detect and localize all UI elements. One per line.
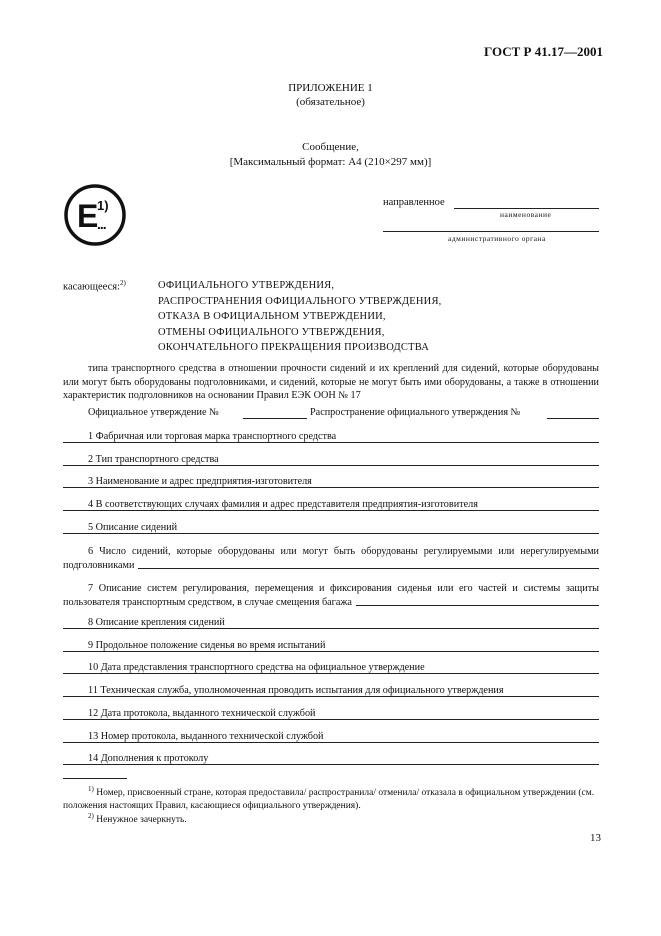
approval-number-label: Официальное утверждение № [88, 407, 223, 418]
form-item-field[interactable] [63, 742, 599, 743]
sent-to-authority-line[interactable] [383, 231, 599, 232]
form-item: 4 В соответствующих случаях фамилия и адрес представителя предприятия-изготовителя [63, 499, 599, 513]
sent-to-label: направленное [383, 197, 445, 208]
form-item-field[interactable] [63, 465, 599, 466]
form-item-field[interactable] [63, 673, 599, 674]
form-item: 5 Описание сидений [63, 522, 599, 536]
form-item-multiline: 7 Описание систем регулирования, перемещения и фиксирования сиденья или его частей и системы защиты пользователя транспортным средством, в случае смещения багажа [63, 583, 599, 608]
concerning-label: касающееся:$^{2)}$ [63, 279, 126, 293]
intro-paragraph: типа транспортного средства в отношении прочности сидений и их креплений для сидений, которые оборудованы или могут быть оборудованы подголовниками, и сидений, которые не могут быть ими оборудованы, а также в отношении характеристик подголовников на основании Правил ЕЭК ООН № 17 [63, 363, 599, 401]
form-item: 8 Описание крепления сидений [63, 617, 599, 631]
concerning-options [158, 278, 442, 356]
approval-mark-icon [63, 183, 127, 247]
appendix-note: (обязательное) [296, 96, 365, 108]
form-item-field[interactable] [63, 628, 599, 629]
form-item: 2 Тип транспортного средства [63, 454, 599, 468]
sent-to-sublabel-authority: административного органа [448, 234, 546, 243]
form-item: 11 Техническая служба, уполномоченная проводить испытания для официального утверждения [63, 685, 599, 699]
sent-to-name-line[interactable] [454, 208, 599, 209]
message-format: [Максимальный формат: А4 (210×297 мм)] [229, 156, 432, 168]
concerning-option: ОТКАЗА В ОФИЦИАЛЬНОМ УТВЕРЖДЕНИИ, [158, 311, 386, 322]
form-item-field[interactable] [63, 696, 599, 697]
form-item-field[interactable] [63, 764, 599, 765]
footnote-1: $^{1)}$ Номер, присвоенный стране, которая предоставила/ распространила/ отменила/ отказала в официальном утверждении (см. положения настоящих Правил, касающиеся официального утверждения). [63, 785, 595, 812]
concerning-option: РАСПРОСТРАНЕНИЯ ОФИЦИАЛЬНОГО УТВЕРЖДЕНИЯ, [158, 295, 442, 307]
approval-mark-superscript: 1) [97, 198, 109, 213]
extension-number-field[interactable] [547, 418, 599, 419]
form-item-field[interactable] [63, 487, 599, 488]
form-item-multiline: 6 Число сидений, которые оборудованы или могут быть оборудованы регулируемыми или нерегулируемыми подголовниками [63, 546, 599, 571]
sent-to-sublabel-name: наименование [500, 210, 552, 219]
form-item-field[interactable] [63, 533, 599, 534]
form-item: 9 Продольное положение сиденья во время испытаний [63, 640, 599, 654]
approval-number-row [63, 407, 599, 421]
appendix-title: ПРИЛОЖЕНИЕ 1 [288, 82, 373, 94]
form-item: 10 Дата представления транспортного средства на официальное утверждение [63, 662, 599, 676]
concerning-option: ОФИЦИАЛЬНОГО УТВЕРЖДЕНИЯ, [158, 280, 335, 291]
approval-mark-letter: E [77, 198, 99, 234]
form-item-field[interactable] [63, 510, 599, 511]
form-item: 13 Номер протокола, выданного технической службой [63, 731, 599, 745]
form-item: 3 Наименование и адрес предприятия-изготовителя [63, 476, 599, 490]
concerning-footnote-ref: 2) [119, 279, 126, 287]
approval-number-field[interactable] [243, 418, 307, 419]
form-item-field[interactable] [63, 719, 599, 720]
footnote-2: $^{2)}$ Ненужное зачеркнуть. [88, 812, 187, 826]
footnote-separator [63, 778, 127, 779]
form-item: 1 Фабричная или торговая марка транспортного средства [63, 431, 599, 445]
form-item: 14 Дополнения к протоколу [63, 753, 599, 767]
approval-mark-dots: ... [97, 216, 106, 232]
form-item: 12 Дата протокола, выданного технической службой [63, 708, 599, 722]
document-code: ГОСТ Р 41.17—2001 [484, 44, 603, 59]
extension-number-label: Распространение официального утверждения № [310, 407, 524, 418]
form-item-field[interactable] [63, 651, 599, 652]
page-number: 13 [590, 832, 601, 844]
concerning-option: ОТМЕНЫ ОФИЦИАЛЬНОГО УТВЕРЖДЕНИЯ, [158, 326, 385, 338]
concerning-option: ОКОНЧАТЕЛЬНОГО ПРЕКРАЩЕНИЯ ПРОИЗВОДСТВА [158, 342, 430, 353]
form-item-field[interactable] [63, 442, 599, 443]
message-title: Сообщение, [302, 141, 359, 153]
